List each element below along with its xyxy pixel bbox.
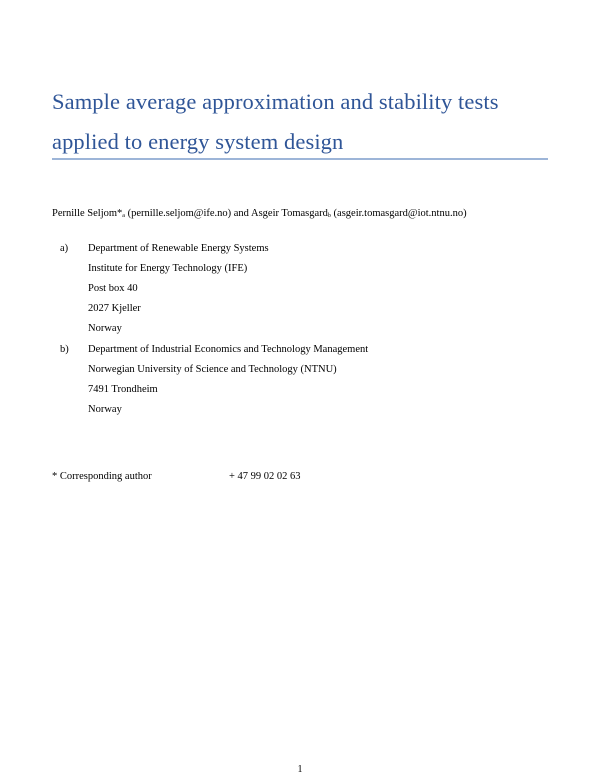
affiliation-a-line-4: 2027 Kjeller xyxy=(88,303,141,314)
paper-title xyxy=(52,82,552,162)
author-1-name: Pernille Seljom* xyxy=(52,208,123,219)
affiliation-b-marker: b) xyxy=(60,344,69,355)
author-2-email: (asgeir.tomasgard@iot.ntnu.no) xyxy=(330,208,467,219)
title-divider xyxy=(52,158,548,160)
title-line-1: Sample average approximation and stability tests xyxy=(52,89,499,114)
affiliation-b xyxy=(60,344,368,355)
affiliation-b-line-3: 7491 Trondheim xyxy=(88,384,158,395)
page-number: 1 xyxy=(297,764,303,775)
affiliation-b-line-1: Department of Industrial Economics and Technology Management xyxy=(88,344,369,355)
title-line-2: applied to energy system design xyxy=(52,129,344,154)
author-list xyxy=(52,208,467,219)
affiliation-a xyxy=(60,243,269,254)
author-1-email: (pernille.seljom@ife.no) and xyxy=(124,208,251,219)
affiliation-b-line-2: Norwegian University of Science and Technology (NTNU) xyxy=(88,364,337,375)
corresponding-author-phone: + 47 99 02 02 63 xyxy=(229,471,301,482)
affiliation-a-line-2: Institute for Energy Technology (IFE) xyxy=(88,263,248,274)
affiliation-a-marker: a) xyxy=(60,243,69,254)
affiliation-a-line-1: Department of Renewable Energy Systems xyxy=(88,243,269,254)
author-2-name: Asgeir Tomasgard xyxy=(250,208,328,219)
affiliation-a-line-3: Post box 40 xyxy=(88,283,138,294)
affiliation-a-line-5: Norway xyxy=(88,323,122,334)
affiliation-b-line-4: Norway xyxy=(88,404,122,415)
author-1-affiliation-mark: a xyxy=(122,213,125,219)
author-2-affiliation-mark: b xyxy=(327,213,331,219)
corresponding-author-label: * Corresponding author xyxy=(52,471,152,482)
